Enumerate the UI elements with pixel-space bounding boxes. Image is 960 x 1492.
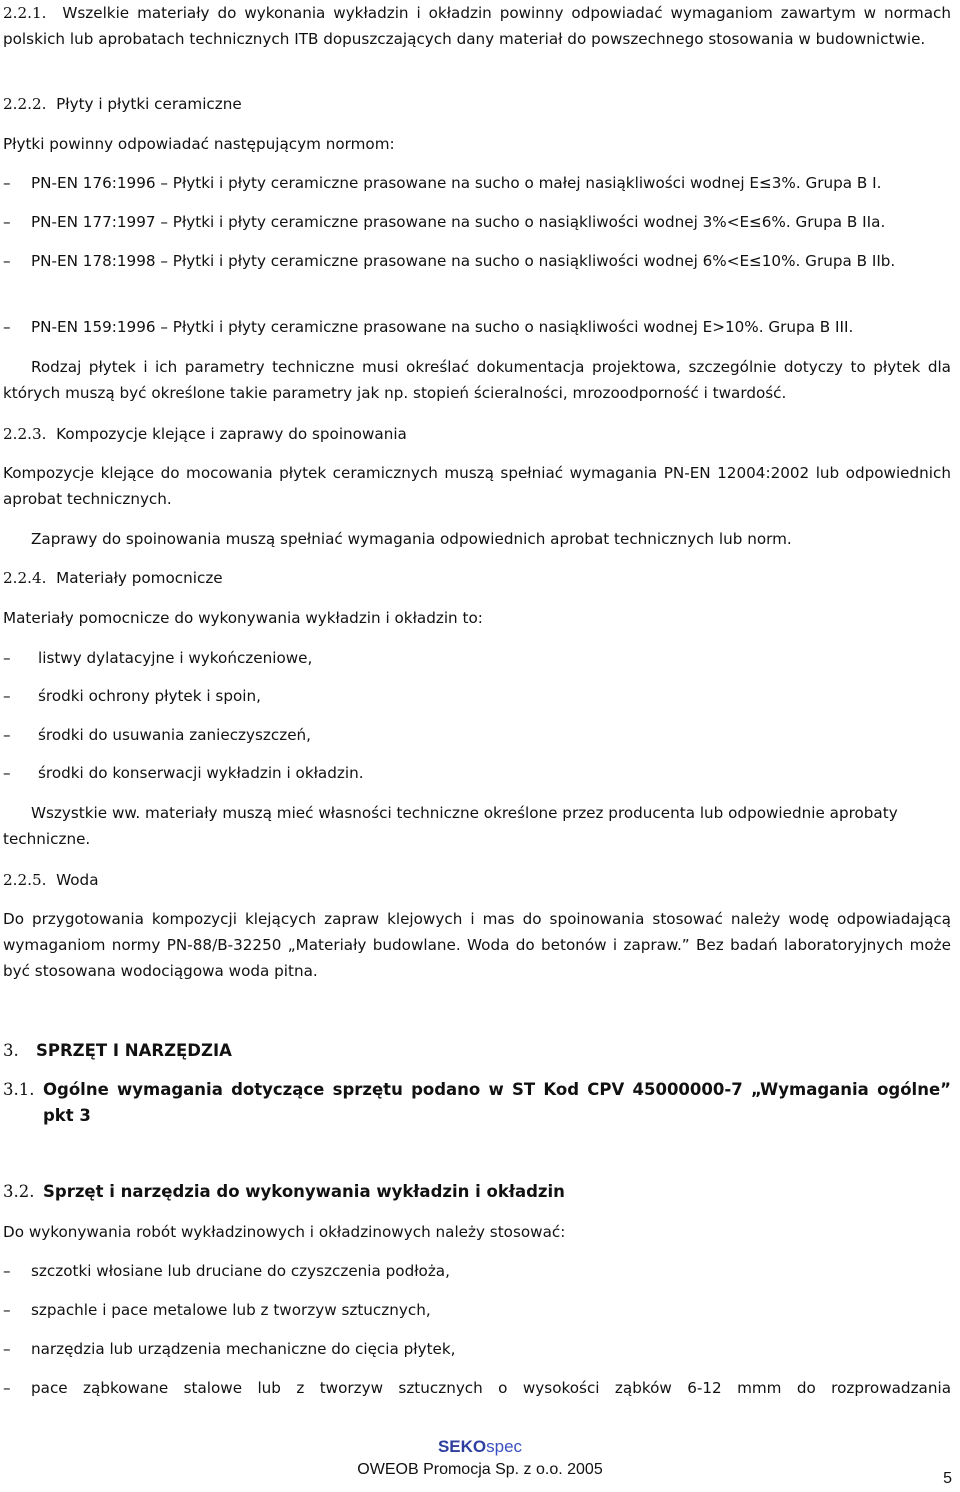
- section-number: 3.2.: [3, 1182, 35, 1201]
- section-number: 2.2.5.: [3, 871, 47, 889]
- dash-icon: –: [3, 649, 11, 667]
- list-item: [3, 760, 951, 786]
- list-item: [3, 170, 951, 196]
- heading-2-2-2: [3, 91, 951, 117]
- section-2-2-1: [3, 0, 951, 52]
- footer-brand: [0, 1437, 960, 1457]
- list-item: [3, 248, 951, 274]
- section-title: Sprzęt i narzędzia do wykonywania wykładzin i okładzin: [43, 1182, 565, 1201]
- list-item: [3, 722, 951, 748]
- dash-icon: –: [3, 726, 11, 744]
- heading-3: [3, 1038, 951, 1064]
- list-item-text: szpachle i pace metalowe lub z tworzyw sztucznych,: [31, 1301, 431, 1319]
- list-item: [3, 1297, 951, 1323]
- dash-icon: –: [3, 687, 11, 705]
- list-item-text: PN-EN 159:1996 – Płytki i płyty ceramiczne prasowane na sucho o nasiąkliwości wodnej E>10%. Grupa B III.: [31, 318, 854, 336]
- paragraph-text: Wszelkie materiały do wykonania wykładzin i okładzin powinny odpowiadać wymaganiom zawartym w normach polskich lub aprobatach technicznych ITB dopuszczających dany materiał do powszechnego stosowania w budownictwie.: [3, 4, 951, 48]
- section-number: 2.2.2.: [3, 95, 47, 113]
- norms-intro: Płytki powinny odpowiadać następującym normom:: [3, 135, 395, 153]
- section-title: Ogólne wymagania dotyczące sprzętu podano w ST Kod CPV 45000000-7 „Wymagania ogólne” pkt 3: [43, 1080, 951, 1125]
- brand-bold: SEKO: [437, 1437, 487, 1456]
- section-title: Materiały pomocnicze: [56, 569, 223, 587]
- section-title: Płyty i płytki ceramiczne: [56, 95, 242, 113]
- list-item-text: PN-EN 176:1996 – Płytki i płyty ceramiczne prasowane na sucho o małej nasiąkliwości wodnej E≤3%. Grupa B I.: [31, 174, 882, 192]
- list-item-text: szczotki włosiane lub druciane do czyszczenia podłoża,: [31, 1262, 450, 1280]
- dash-icon: –: [3, 1262, 11, 1280]
- section-title: Kompozycje klejące i zaprawy do spoinowania: [56, 425, 407, 443]
- dash-icon: –: [3, 213, 11, 231]
- woda-paragraph: Do przygotowania kompozycji klejących zapraw klejowych i mas do spoinowania stosować należy wodę odpowiadającą wymaganiom normy PN-88/B-32250 „Materiały budowlane. Woda do betonów i zapraw.” Bez badań laboratoryjnych może być stosowana wodociągowa woda pitna.: [3, 910, 951, 980]
- list-item-text: listwy dylatacyjne i wykończeniowe,: [38, 649, 313, 667]
- kompozycje-paragraph: Kompozycje klejące do mocowania płytek ceramicznych muszą spełniać wymagania PN-EN 12004:2002 lub odpowiednich aprobat technicznych.: [3, 464, 951, 508]
- rodzaj-paragraph: Rodzaj płytek i ich parametry techniczne musi określać dokumentacja projektowa, szczególnie dotyczy to płytek dla których muszą być określone takie parametry jak np. stopień ścieralności, mrozoodporność i twardość.: [3, 358, 951, 402]
- list-item: [3, 1258, 951, 1284]
- section-title: Woda: [56, 871, 99, 889]
- list-item-text: środki do konserwacji wykładzin i okładzin.: [38, 764, 364, 782]
- list-item: [3, 1336, 951, 1362]
- brand-light: spec: [486, 1437, 523, 1456]
- section-number: 2.2.3.: [3, 425, 47, 443]
- heading-3-1: [3, 1077, 951, 1129]
- list-item-text: PN-EN 178:1998 – Płytki i płyty ceramiczne prasowane na sucho o nasiąkliwości wodnej 6%<E≤10%. Grupa B IIb.: [31, 252, 896, 270]
- list-item: [3, 683, 951, 709]
- heading-3-2: [3, 1179, 951, 1205]
- dash-icon: –: [3, 252, 11, 270]
- heading-2-2-5: [3, 867, 951, 893]
- dash-icon: –: [3, 1340, 11, 1358]
- page-number: 5: [943, 1470, 952, 1487]
- dash-icon: –: [3, 174, 11, 192]
- footer-company: OWEOB Promocja Sp. z o.o. 2005: [357, 1461, 603, 1478]
- list-item-text: środki do usuwania zanieczyszczeń,: [38, 726, 312, 744]
- heading-2-2-4: [3, 565, 951, 591]
- list-item-text: środki ochrony płytek i spoin,: [38, 687, 261, 705]
- list-item: [3, 645, 951, 671]
- dash-icon: –: [3, 1379, 11, 1397]
- wszystkie-paragraph: Wszystkie ww. materiały muszą mieć własności techniczne określone przez producenta lub odpowiednie aprobaty techniczne.: [3, 804, 898, 848]
- list-item-text: PN-EN 177:1997 – Płytki i płyty ceramiczne prasowane na sucho o nasiąkliwości wodnej 3%<E≤6%. Grupa B IIa.: [31, 213, 886, 231]
- section-number: 3.1.: [3, 1080, 35, 1099]
- pomocnicze-intro: Materiały pomocnicze do wykonywania wykładzin i okładzin to:: [3, 609, 483, 627]
- dash-icon: –: [3, 764, 11, 782]
- list-item: [3, 209, 951, 235]
- section-number: 2.2.1.: [3, 4, 47, 22]
- section-number: 2.2.4.: [3, 569, 47, 587]
- list-item: [3, 314, 951, 340]
- section-number: 3.: [3, 1041, 19, 1060]
- list-item-text: pace ząbkowane stalowe lub z tworzyw sztucznych o wysokości ząbków 6-12 mmm do rozprowadzania: [31, 1379, 951, 1397]
- dash-icon: –: [3, 1301, 11, 1319]
- list-item-text: narzędzia lub urządzenia mechaniczne do cięcia płytek,: [31, 1340, 456, 1358]
- heading-2-2-3: [3, 421, 951, 447]
- list-item: [3, 1375, 951, 1401]
- zaprawy-paragraph: Zaprawy do spoinowania muszą spełniać wymagania odpowiednich aprobat technicznych lub norm.: [31, 530, 792, 548]
- dash-icon: –: [3, 318, 11, 336]
- narzedzia-intro: Do wykonywania robót wykładzinowych i okładzinowych należy stosować:: [3, 1223, 566, 1241]
- section-title: SPRZĘT I NARZĘDZIA: [35, 1041, 232, 1060]
